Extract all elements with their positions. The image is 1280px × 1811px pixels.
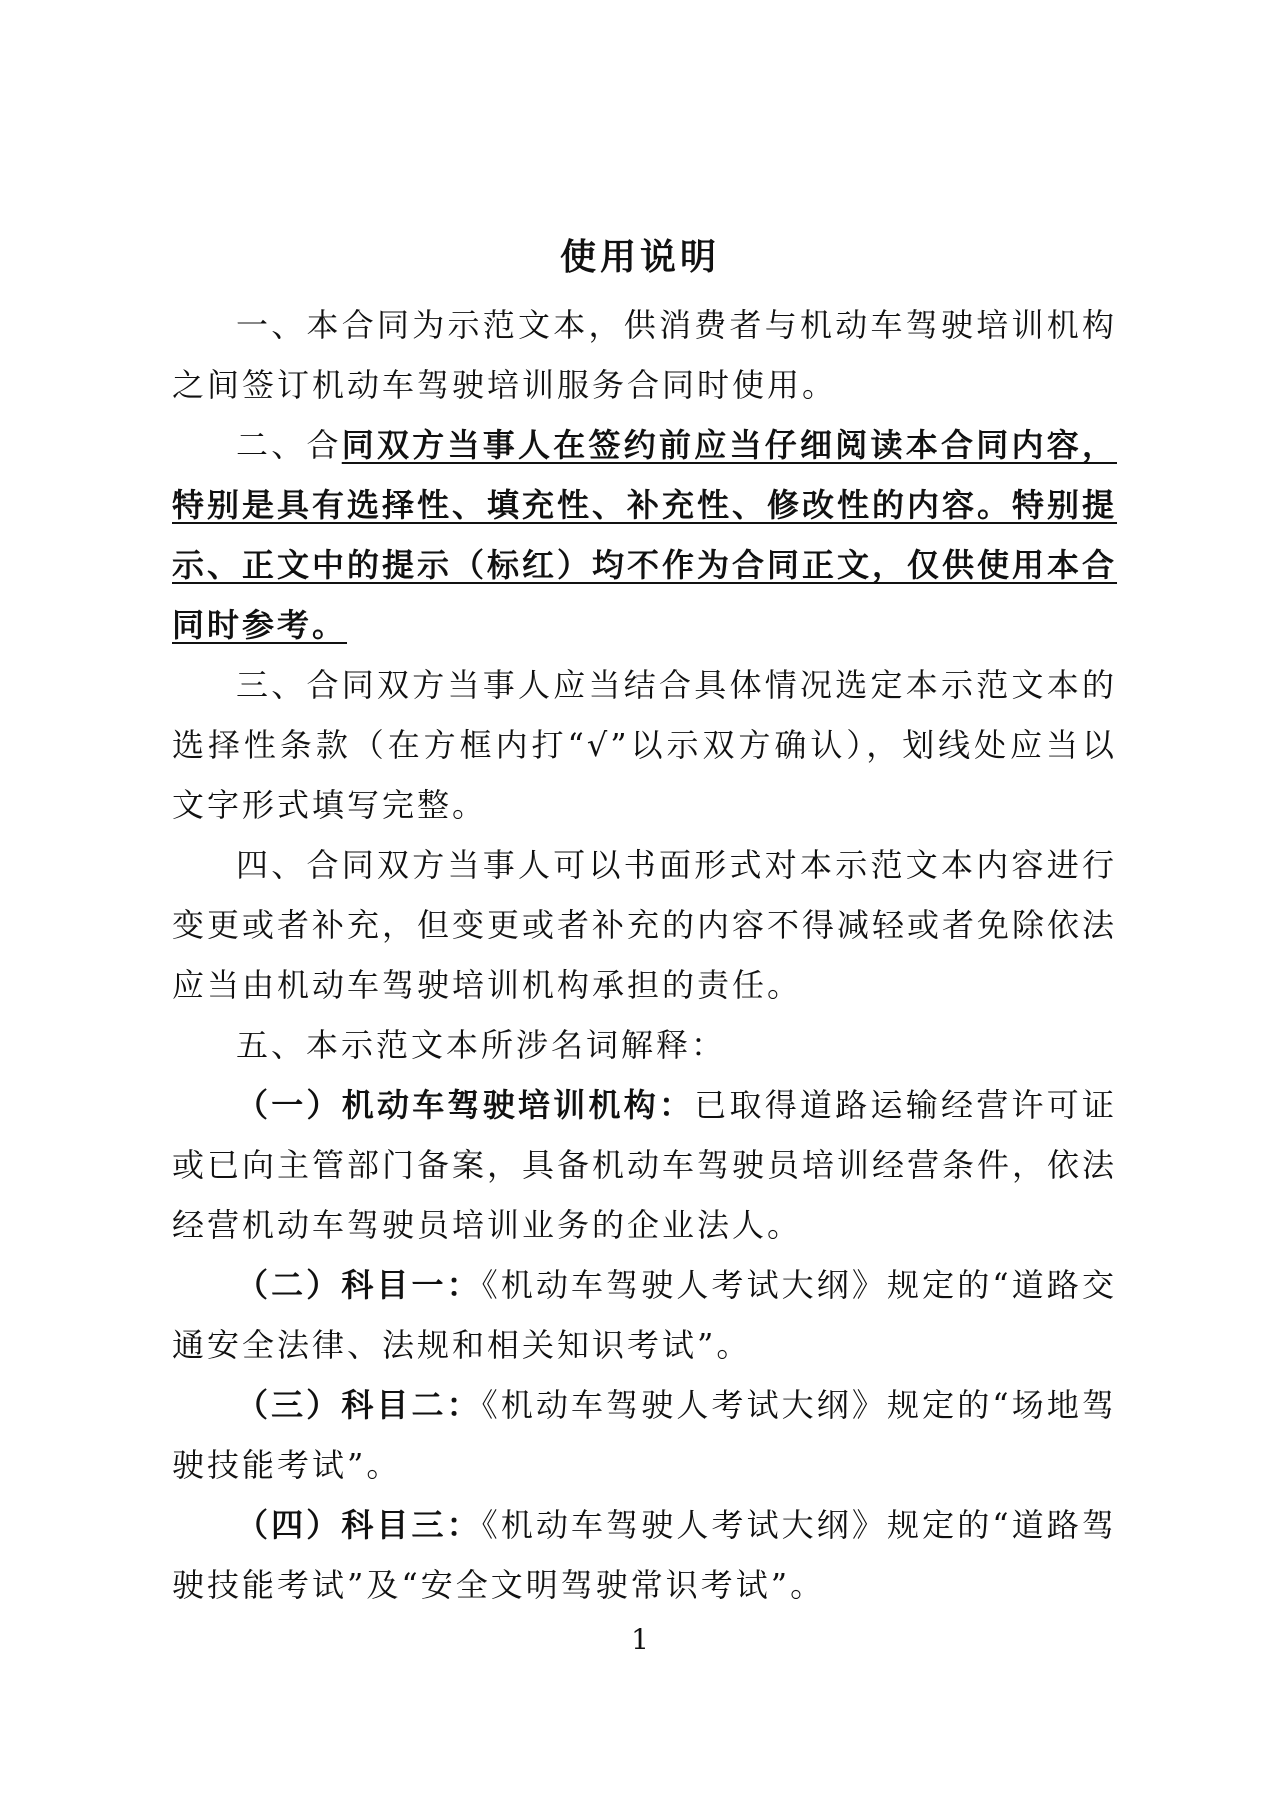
- page-title: 使用说明: [559, 236, 720, 278]
- definition-3-term: （三）科目二：: [236, 1386, 482, 1424]
- definition-2-term: （二）科目一：: [236, 1266, 482, 1304]
- document-body: [172, 295, 1117, 1615]
- definition-2-text: 《机动车驾驶人考试大纲》规定的“道路交通安全法律、法规和相关知识考试”。: [172, 1266, 1117, 1364]
- paragraph-1: 一、本合同为示范文本，供消费者与机动车驾驶培训机构之间签订机动车驾驶培训服务合同时使用。: [172, 306, 1117, 404]
- definition-1-term: （一）机动车驾驶培训机构：: [236, 1086, 695, 1124]
- definition-1-text: 已取得道路运输经营许可证或已向主管部门备案，具备机动车驾驶员培训经营条件，依法经营机动车驾驶员培训业务的企业法人。: [172, 1086, 1118, 1244]
- definition-3: [172, 1375, 1117, 1495]
- definition-4: [172, 1495, 1117, 1615]
- definition-2: [172, 1255, 1117, 1375]
- definition-3-text: 《机动车驾驶人考试大纲》规定的“场地驾驶技能考试”。: [172, 1386, 1117, 1484]
- paragraph-2: [172, 415, 1117, 655]
- page-number: 1: [631, 1623, 649, 1656]
- paragraph-4: 四、合同双方当事人可以书面形式对本示范文本内容进行变更或者补充，但变更或者补充的内容不得减轻或者免除依法应当由机动车驾驶培训机构承担的责任。: [172, 846, 1118, 1004]
- definition-4-text: 《机动车驾驶人考试大纲》规定的“道路驾驶技能考试”及“安全文明驾驶常识考试”。: [172, 1506, 1117, 1604]
- paragraph-2-emphasis: 同双方当事人在签约前应当仔细阅读本合同内容，特别是具有选择性、填充性、补充性、修改性的内容。特别提示、正文中的提示（标红）均不作为合同正文，仅供使用本合同时参考。: [172, 426, 1118, 644]
- definition-4-term: （四）科目三：: [236, 1506, 482, 1544]
- paragraph-5: 五、本示范文本所涉名词解释：: [236, 1026, 727, 1064]
- paragraph-2-prefix: 二、合: [236, 426, 342, 464]
- definition-1: [172, 1075, 1117, 1255]
- paragraph-3: 三、合同双方当事人应当结合具体情况选定本示范文本的选择性条款（在方框内打“√”以示双方确认），划线处应当以文字形式填写完整。: [172, 666, 1117, 824]
